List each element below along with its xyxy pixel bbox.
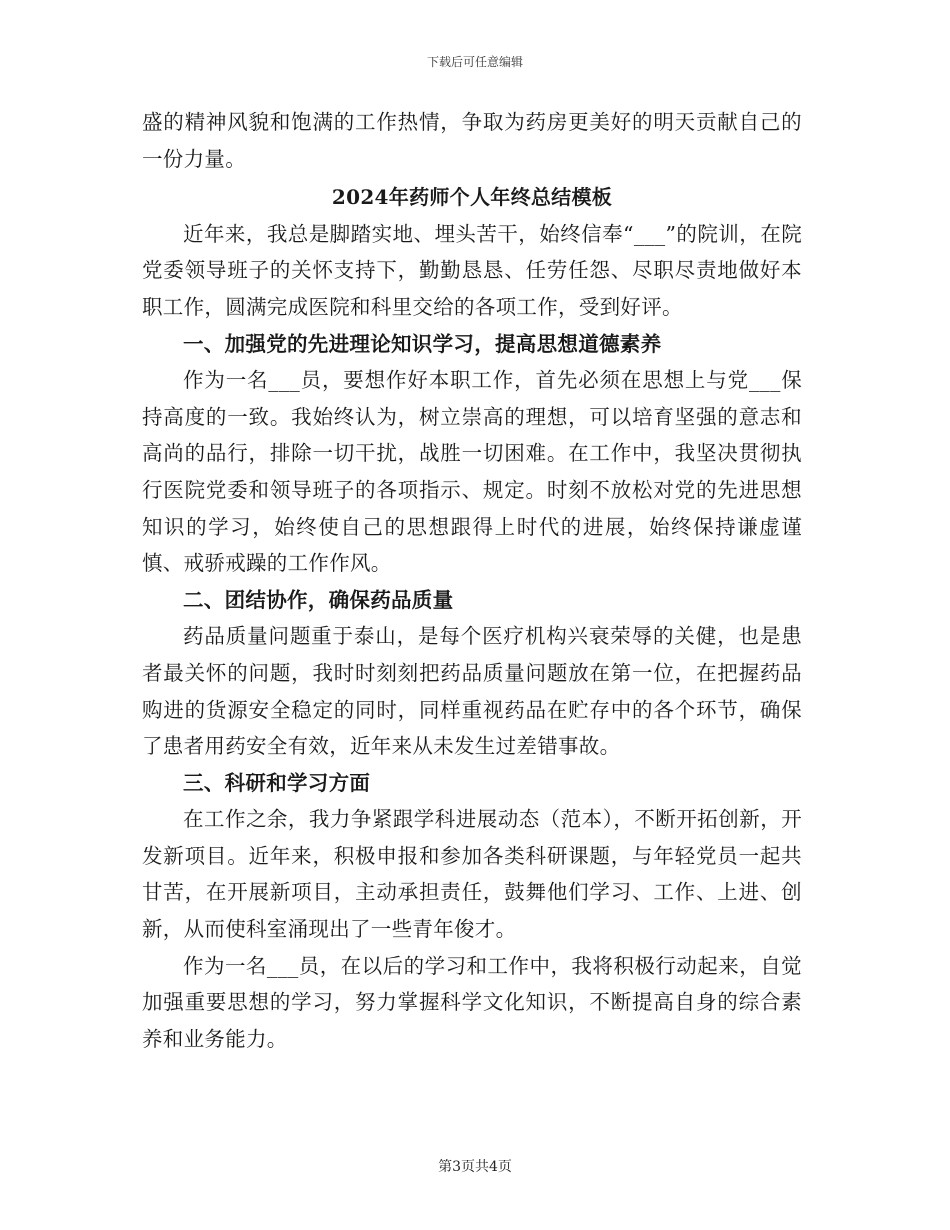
paragraph-section-3: 在工作之余，我力争紧跟学科进展动态（范本），不断开拓创新，开发新项目。近年来，积极申报和参加各类科研课题，与年轻党员一起共甘苦，在开展新项目，主动承担责任，鼓舞他们学习、工作、上进、创新，从而使科室涌现出了一些青年俊才。 — [142, 807, 802, 942]
paragraph-intro: 近年来，我总是脚踏实地、埋头苦干，始终信奉“___”的院训，在院党委领导班子的关怀支持下，勤勤恳恳、任劳任怨、尽职尽责地做好本职工作，圆满完成医院和科里交给的各项工作，受到好评。 — [142, 221, 802, 319]
page-number: 第3页共4页 — [438, 1159, 512, 1175]
document-title: 2024年药师个人年终总结模板 — [331, 185, 613, 210]
header-note: 下载后可任意编辑 — [426, 55, 523, 69]
section-heading-3: 三、科研和学习方面 — [183, 770, 371, 795]
paragraph-section-1: 作为一名___员，要想作好本职工作，首先必须在思想上与党___保持高度的一致。我始终认为，树立崇高的理想，可以培育坚强的意志和高尚的品行，排除一切干扰，战胜一切困难。在工作中，我坚决贯彻执行医院党委和领导班子的各项指示、规定。时刻不放松对党的先进思想知识的学习，始终使自己的思想跟得上时代的进展，始终保持谦虚谨慎、戒骄戒躁的工作作风。 — [142, 368, 802, 576]
document-body — [142, 104, 802, 1057]
paragraph-closing: 作为一名___员，在以后的学习和工作中，我将积极行动起来，自觉加强重要思想的学习，努力掌握科学文化知识，不断提高自身的综合素养和业务能力。 — [142, 953, 802, 1051]
section-heading-1: 一、加强党的先进理论知识学习，提高思想道德素养 — [183, 331, 662, 356]
paragraph-section-2: 药品质量问题重于泰山，是每个医疗机构兴衰荣辱的关健，也是患者最关怀的问题，我时时刻刻把药品质量问题放在第一位，在把握药品购进的货源安全稳定的同时，同样重视药品在贮存中的各个环节，确保了患者用药安全有效，近年来从未发生过差错事故。 — [142, 624, 802, 759]
section-heading-2: 二、团结协作，确保药品质量 — [183, 587, 454, 612]
paragraph-continuation: 盛的精神风貌和饱满的工作热情，争取为药房更美好的明天贡献自己的一份力量。 — [142, 110, 802, 171]
